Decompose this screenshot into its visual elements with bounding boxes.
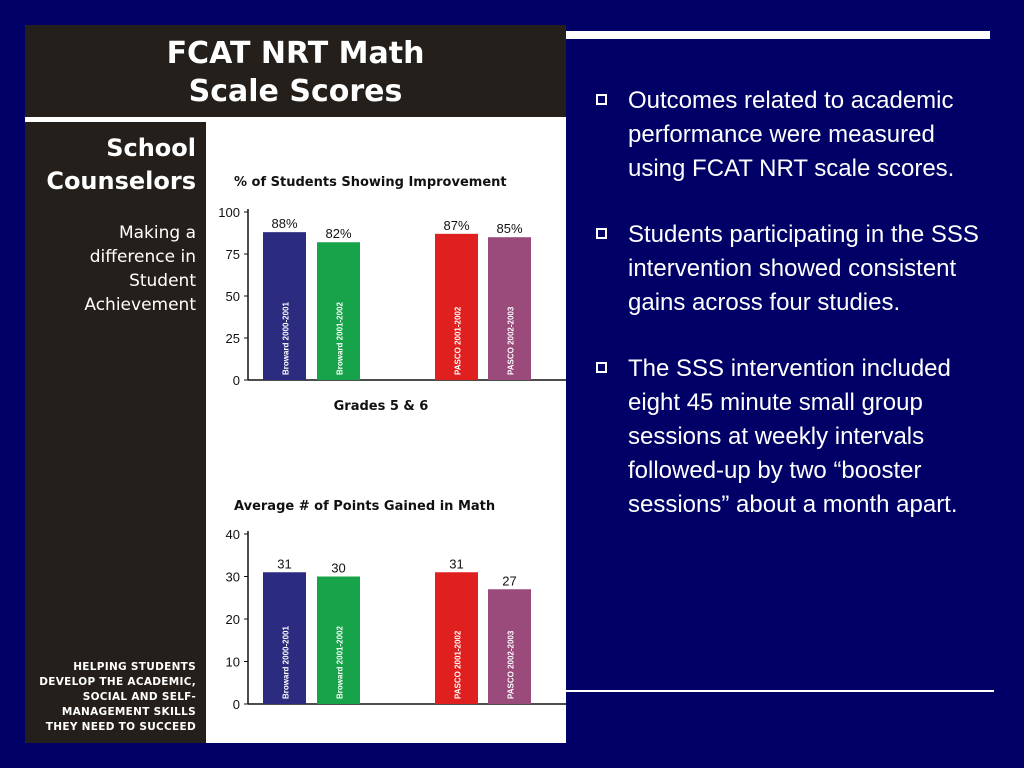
- bullet-list: [590, 84, 980, 554]
- side-sub-line: Student: [129, 271, 196, 291]
- footer-line: THEY NEED TO SUCCEED: [45, 721, 196, 733]
- footer-line: SOCIAL AND SELF-: [82, 691, 196, 703]
- y-tick-label: 75: [225, 247, 240, 262]
- bullet-text: Students participating in the SSS intervention showed consistent gains across four studies.: [628, 221, 979, 316]
- bullet-item: [590, 352, 980, 522]
- square-bullet-icon: [596, 362, 607, 373]
- bar-category-label: PASCO 2001-2002: [453, 306, 463, 375]
- bar-category-label: PASCO 2001-2002: [453, 630, 463, 699]
- bullet-item: [590, 84, 980, 186]
- side-sub-line: Achievement: [84, 295, 196, 315]
- side-footer: [39, 660, 196, 735]
- y-tick-label: 30: [225, 569, 240, 585]
- square-bullet-icon: [596, 94, 607, 105]
- poster-image: [25, 25, 566, 743]
- side-title-line2: Counselors: [46, 167, 196, 195]
- bar-data-label: 87%: [443, 217, 470, 233]
- poster-title-line2: Scale Scores: [188, 74, 403, 109]
- bar-data-label: 31: [277, 556, 292, 572]
- bar-category-label: Broward 2001-2002: [335, 626, 345, 699]
- poster-header: [25, 25, 566, 117]
- y-tick-label: 40: [225, 527, 240, 542]
- poster-title-line1: FCAT NRT Math: [166, 36, 425, 71]
- square-bullet-icon: [596, 228, 607, 239]
- side-subtitle: [84, 221, 196, 317]
- bullet-item: [590, 218, 980, 320]
- footer-line: MANAGEMENT SKILLS: [61, 706, 196, 718]
- bar-data-label: 85%: [496, 221, 523, 237]
- x-axis-label: Grades 5 & 6: [333, 399, 429, 414]
- y-tick-label: 0: [232, 373, 240, 388]
- chart-area: [206, 122, 566, 743]
- bar-category-label: Broward 2000-2001: [281, 626, 291, 699]
- chart-title: % of Students Showing Improvement: [234, 175, 507, 190]
- y-tick-label: 20: [225, 612, 240, 627]
- footer-line: HELPING STUDENTS: [73, 661, 196, 673]
- poster-sidebar: [25, 122, 206, 743]
- bar-data-label: 82%: [325, 226, 352, 242]
- bottom-rule: [566, 690, 994, 692]
- y-tick-label: 25: [225, 331, 240, 346]
- bullet-text: The SSS intervention included eight 45 minute small group sessions at weekly intervals followed-up by two “booster sessions” about a month apart.: [628, 355, 958, 518]
- y-tick-label: 100: [218, 205, 240, 220]
- bar-data-label: 31: [449, 556, 464, 572]
- poster-title: [25, 35, 566, 111]
- bar-category-label: Broward 2001-2002: [335, 302, 345, 375]
- side-title: [46, 132, 196, 198]
- bar-data-label: 88%: [271, 216, 298, 232]
- bar-category-label: PASCO 2002-2003: [506, 306, 516, 375]
- chart-title: Average # of Points Gained in Math: [234, 499, 496, 514]
- bar-data-label: 27: [502, 573, 517, 589]
- side-title-line1: School: [106, 134, 196, 162]
- y-tick-label: 0: [232, 697, 240, 712]
- charts-svg: [206, 122, 566, 743]
- bullet-text: Outcomes related to academic performance were measured using FCAT NRT scale scores.: [628, 87, 955, 182]
- bar-category-label: Broward 2000-2001: [281, 302, 291, 375]
- footer-line: DEVELOP THE ACADEMIC,: [39, 676, 196, 688]
- side-sub-line: Making a: [118, 223, 196, 243]
- y-tick-label: 10: [225, 654, 240, 670]
- side-sub-line: difference in: [89, 247, 196, 267]
- top-rule: [566, 31, 990, 39]
- bar-category-label: PASCO 2002-2003: [506, 630, 516, 699]
- bar-data-label: 30: [331, 560, 346, 576]
- y-tick-label: 50: [225, 289, 240, 304]
